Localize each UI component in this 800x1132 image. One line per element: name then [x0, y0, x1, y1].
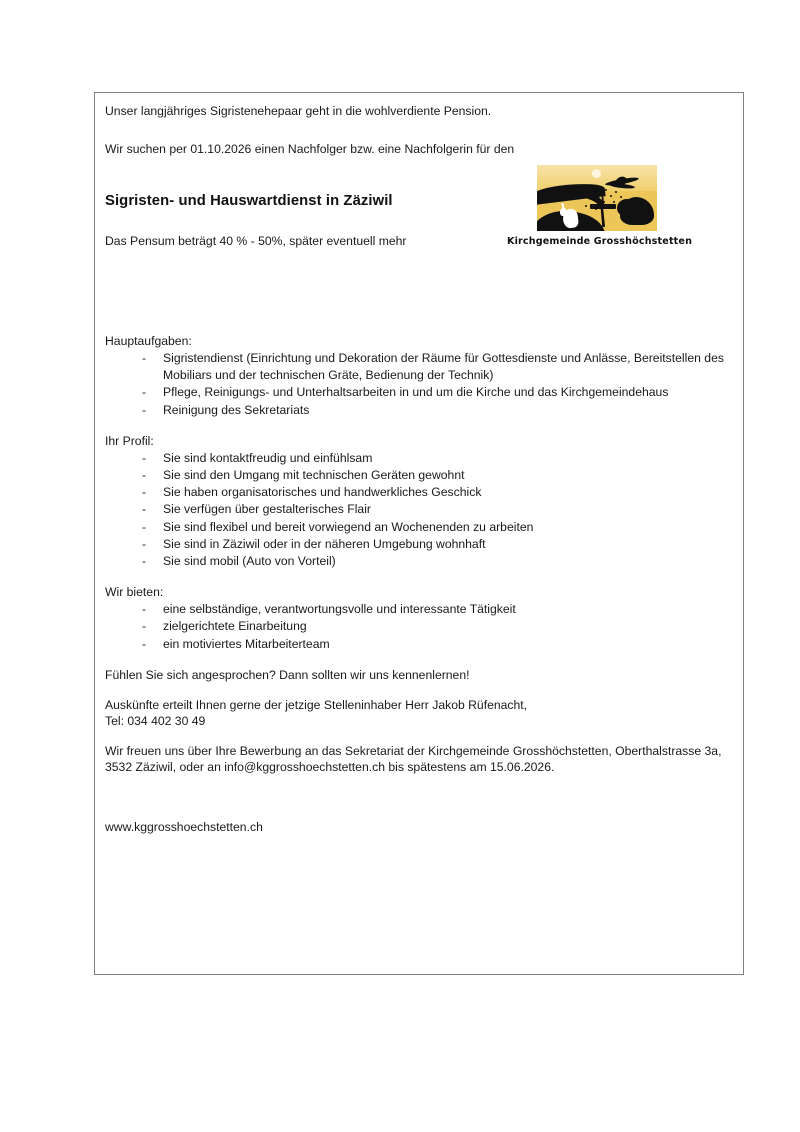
list-item	[105, 350, 735, 384]
list-item-label: Sie sind den Umgang mit technischen Geräten gewohnt	[163, 468, 465, 483]
dash-bullet-icon: -	[142, 468, 147, 483]
parish-logo-caption: Kirchgemeinde Grosshöchstetten	[507, 236, 693, 247]
dash-bullet-icon: -	[142, 636, 147, 651]
bird-dot-icon	[591, 198, 593, 200]
bird-dot-icon	[620, 196, 622, 198]
list-item	[105, 519, 735, 536]
list-item-label: Sie haben organisatorisches und handwerkliches Geschick	[163, 485, 482, 500]
list-item	[105, 501, 735, 518]
dash-bullet-icon: -	[142, 502, 147, 517]
spacer	[105, 775, 735, 819]
list-item-label: Sie verfügen über gestalterisches Flair	[163, 502, 371, 517]
bird-dot-icon	[600, 194, 602, 196]
contact-line-1: Auskünfte erteilt Ihnen gerne der jetzige Stelleninhaber Herr Jakob Rüfenacht,	[105, 697, 528, 712]
dash-bullet-icon: -	[142, 619, 147, 634]
list-item	[105, 618, 735, 635]
list-item	[105, 402, 735, 419]
website-line: www.kggrosshoechstetten.ch	[105, 819, 263, 834]
dash-bullet-icon: -	[142, 385, 147, 400]
list-item-label: Sie sind flexibel und bereit vorwiegend an Wochenenden zu arbeiten	[163, 519, 534, 534]
bird-dot-icon	[605, 189, 607, 191]
spacer	[105, 311, 735, 333]
bird-dot-icon	[615, 191, 617, 193]
bird-dot-icon	[595, 208, 597, 210]
list-item	[105, 553, 735, 570]
pensum-line: Das Pensum beträgt 40 % - 50%, später eventuell mehr	[105, 234, 407, 248]
spacer	[105, 729, 735, 743]
dash-bullet-icon: -	[142, 450, 147, 465]
bird-dot-icon	[613, 201, 615, 203]
tree-silhouette-secondary-icon	[617, 199, 637, 217]
list-ihr-profil	[105, 450, 735, 570]
bird-dot-icon	[585, 205, 587, 207]
list-item	[105, 450, 735, 467]
section-label-hauptaufgaben: Hauptaufgaben:	[105, 334, 192, 348]
parish-logo-artwork-icon	[537, 165, 657, 231]
dash-bullet-icon: -	[142, 402, 147, 417]
section-label-wir-bieten: Wir bieten:	[105, 585, 164, 600]
contact-line-2: Tel: 034 402 30 49	[105, 713, 206, 728]
spacer	[105, 419, 735, 433]
list-item	[105, 636, 735, 653]
dash-bullet-icon: -	[142, 519, 147, 534]
spacer	[105, 249, 735, 311]
dash-bullet-icon: -	[142, 536, 147, 551]
bird-dot-icon	[610, 195, 612, 197]
list-item-label: ein motiviertes Mitarbeiterteam	[163, 636, 330, 651]
list-item	[105, 601, 735, 618]
section-label-ihr-profil: Ihr Profil:	[105, 433, 154, 448]
list-item-label: zielgerichtete Einarbeitung	[163, 619, 307, 634]
list-hauptaufgaben	[105, 350, 735, 419]
call-to-action: Fühlen Sie sich angesprochen? Dann sollten wir uns kennenlernen!	[105, 667, 470, 682]
list-wir-bieten	[105, 601, 735, 653]
intro-line-1: Unser langjähriges Sigristenehepaar geht in die wohlverdiente Pension.	[105, 104, 492, 118]
application-paragraph: Wir freuen uns über Ihre Bewerbung an das Sekretariat der Kirchgemeinde Grosshöchstetten, Oberthalstrasse 3a, 3532 Zäziwil, oder an info@kggrosshoechstetten.ch bis spätestens am 15.06.2026.	[105, 743, 725, 774]
dash-bullet-icon: -	[142, 554, 147, 569]
bird-dot-icon	[603, 201, 605, 203]
dash-bullet-icon: -	[142, 602, 147, 617]
spacer	[105, 119, 735, 141]
list-item	[105, 484, 735, 501]
parish-logo	[507, 165, 693, 247]
bird-flock-icon	[601, 177, 645, 199]
list-item-label: Sie sind in Zäziwil oder in der näheren Umgebung wohnhaft	[163, 536, 486, 551]
list-item-label: Sie sind mobil (Auto von Vorteil)	[163, 554, 336, 569]
list-item	[105, 467, 735, 484]
list-item-label: Sigristendienst (Einrichtung und Dekoration der Räume für Gottesdienste und Anlässe, Bereitstellen des Mobiliars und der technischen Gräte, Bedienung der Technik)	[163, 351, 724, 383]
spacer	[105, 683, 735, 697]
page-title: Sigristen- und Hauswartdienst in Zäziwil	[105, 193, 393, 209]
intro-line-2: Wir suchen per 01.10.2026 einen Nachfolger bzw. eine Nachfolgerin für den	[105, 142, 515, 156]
list-item	[105, 536, 735, 553]
dash-bullet-icon: -	[142, 485, 147, 500]
list-item-label: Pflege, Reinigungs- und Unterhaltsarbeiten in und um die Kirche und das Kirchgemeindehaus	[163, 385, 669, 400]
spacer	[105, 653, 735, 667]
list-item	[105, 384, 735, 401]
bird-dot-icon	[595, 190, 597, 192]
dash-bullet-icon: -	[142, 351, 147, 365]
list-item-label: Sie sind kontaktfreudig und einfühlsam	[163, 450, 373, 465]
spacer	[105, 570, 735, 584]
list-item-label: Reinigung des Sekretariats	[163, 402, 310, 417]
list-item-label: eine selbständige, verantwortungsvolle und interessante Tätigkeit	[163, 602, 516, 617]
document-frame	[94, 92, 744, 975]
